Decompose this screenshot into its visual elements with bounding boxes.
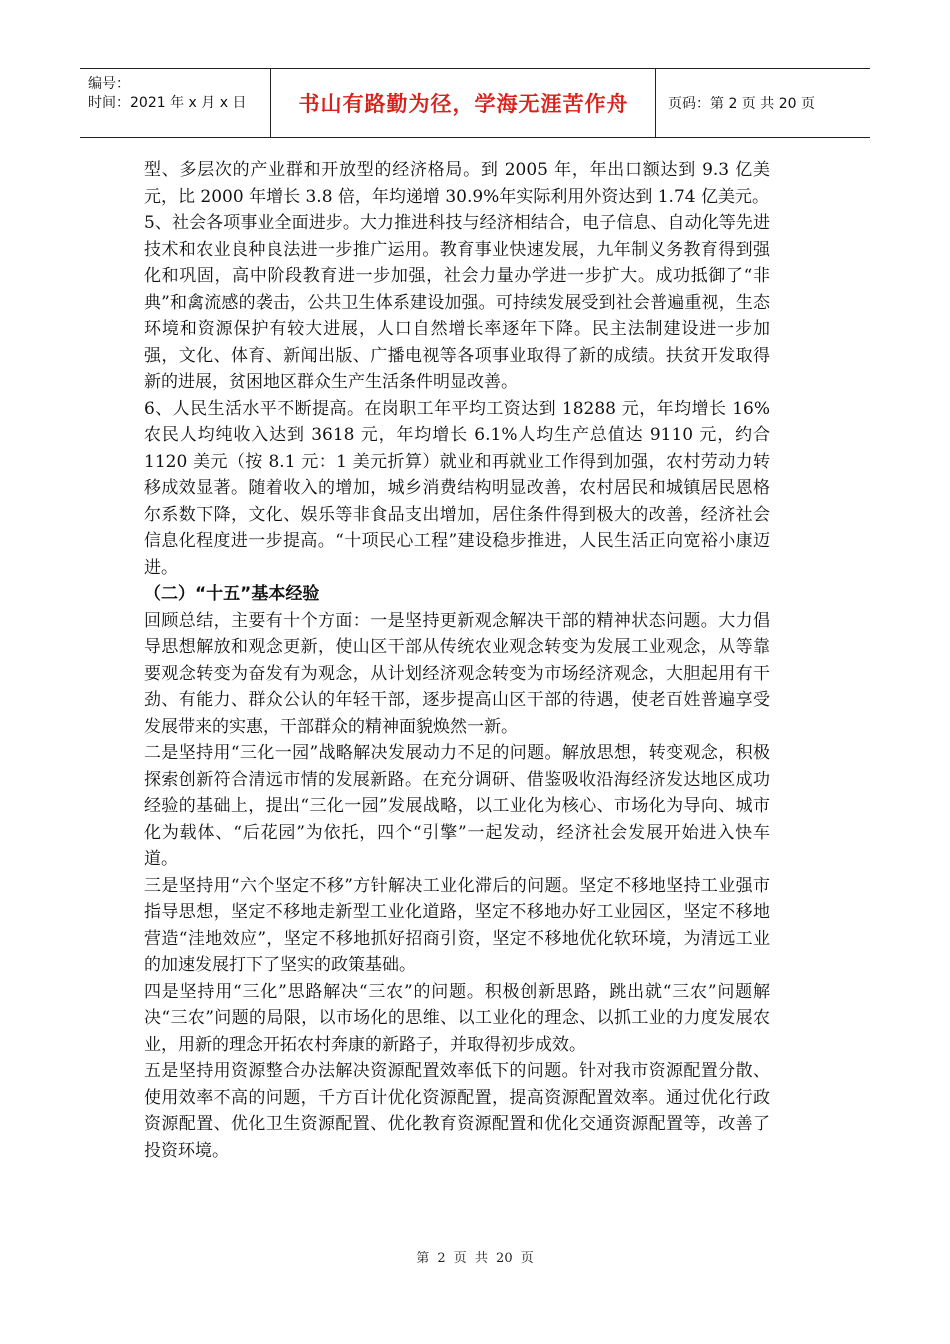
section-heading: （二）“十五”基本经验 (144, 584, 320, 604)
page-header (80, 68, 870, 138)
paragraph: 6、人民生活水平不断提高。在岗职工年平均工资达到 18288 元，年均增长 16%农民人均纯收入达到 3618 元，年均增长 6.1%人均生产总值达 9110 元，约合 1120 美元（按 8.1 元：1 美元折算）就业和再就业工作得到加强，农村劳动力转移成效显著。随着收入的增加，城乡消费结构明显改善，农村居民和城镇居民恩格尔系数下降，文化、娱乐等非食品支出增加，居住条件得到极大的改善，经济社会信息化程度进一步提高。“十项民心工程”建设稳步推进，人民生活正向宽裕小康迈进。 (144, 398, 770, 578)
paragraph: 五是坚持用资源整合办法解决资源配置效率低下的问题。针对我市资源配置分散、使用效率不高的问题，千方百计优化资源配置，提高资源配置效率。通过优化行政资源配置、优化卫生资源配置、优化教育资源配置和优化交通资源配置等，改善了投资环境。 (144, 1061, 770, 1161)
document-body (144, 157, 770, 1164)
header-motto: 书山有路勤为径，学海无涯苦作舟 (298, 92, 629, 116)
paragraph: 四是坚持用“三化”思路解决“三农”的问题。积极创新思路，跳出就“三农”问题解决“三农”问题的局限，以市场化的思维、以工业化的理念、以抓工业的力度发展农业，用新的理念开拓农村奔康的新路子，并取得初步成效。 (144, 981, 770, 1055)
header-divider (655, 69, 656, 137)
paragraph: 三是坚持用“六个坚定不移”方针解决工业化滞后的问题。坚定不移地坚持工业强市指导思想，坚定不移地走新型工业化道路，坚定不移地办好工业园区，坚定不移地营造“洼地效应”，坚定不移地抓好招商引资，坚定不移地优化软环境，为清远工业的加速发展打下了坚实的政策基础。 (144, 875, 770, 975)
paragraph: 型、多层次的产业群和开放型的经济格局。到 2005 年，年出口额达到 9.3 亿美元，比 2000 年增长 3.8 倍，年均递增 30.9%年实际利用外资达到 1.74 亿美元。 (144, 160, 770, 207)
page-footer: 第 2 页 共 20 页 (416, 1251, 534, 1266)
document-date-label: 时间：2021 年 x 月 x 日 (88, 95, 247, 111)
header-page-number: 页码：第 2 页 共 20 页 (668, 96, 815, 112)
paragraph: 5、社会各项事业全面进步。大力推进科技与经济相结合，电子信息、自动化等先进技术和农业良种良法进一步推广运用。教育事业快速发展，九年制义务教育得到强化和巩固，高中阶段教育进一步加强，社会力量办学进一步扩大。成功抵御了“非典”和禽流感的袭击，公共卫生体系建设加强。可持续发展受到社会普遍重视，生态环境和资源保护有较大进展，人口自然增长率逐年下降。民主法制建设进一步加强，文化、体育、新闻出版、广播电视等各项事业取得了新的成绩。扶贫开发取得新的进展，贫困地区群众生产生活条件明显改善。 (144, 213, 770, 392)
paragraph: 回顾总结，主要有十个方面：一是坚持更新观念解决干部的精神状态问题。大力倡导思想解放和观念更新，使山区干部从传统农业观念转变为发展工业观念，从等靠要观念转变为奋发有为观念，从计划经济观念转变为市场经济观念，大胆起用有干劲、有能力、群众公认的年轻干部，逐步提高山区干部的待遇，使老百姓普遍享受发展带来的实惠，干部群众的精神面貌焕然一新。 (144, 610, 770, 737)
header-meta (88, 75, 246, 113)
header-divider (270, 69, 271, 137)
document-number-label: 编号： (88, 76, 130, 92)
paragraph: 二是坚持用“三化一园”战略解决发展动力不足的问题。解放思想，转变观念，积极探索创新符合清远市情的发展新路。在充分调研、借鉴吸收沿海经济发达地区成功经验的基础上，提出“三化一园”发展战略，以工业化为核心、市场化为导向、城市化为载体、“后花园”为依托，四个“引擎”一起发动，经济社会发展开始进入快车道。 (144, 743, 770, 869)
